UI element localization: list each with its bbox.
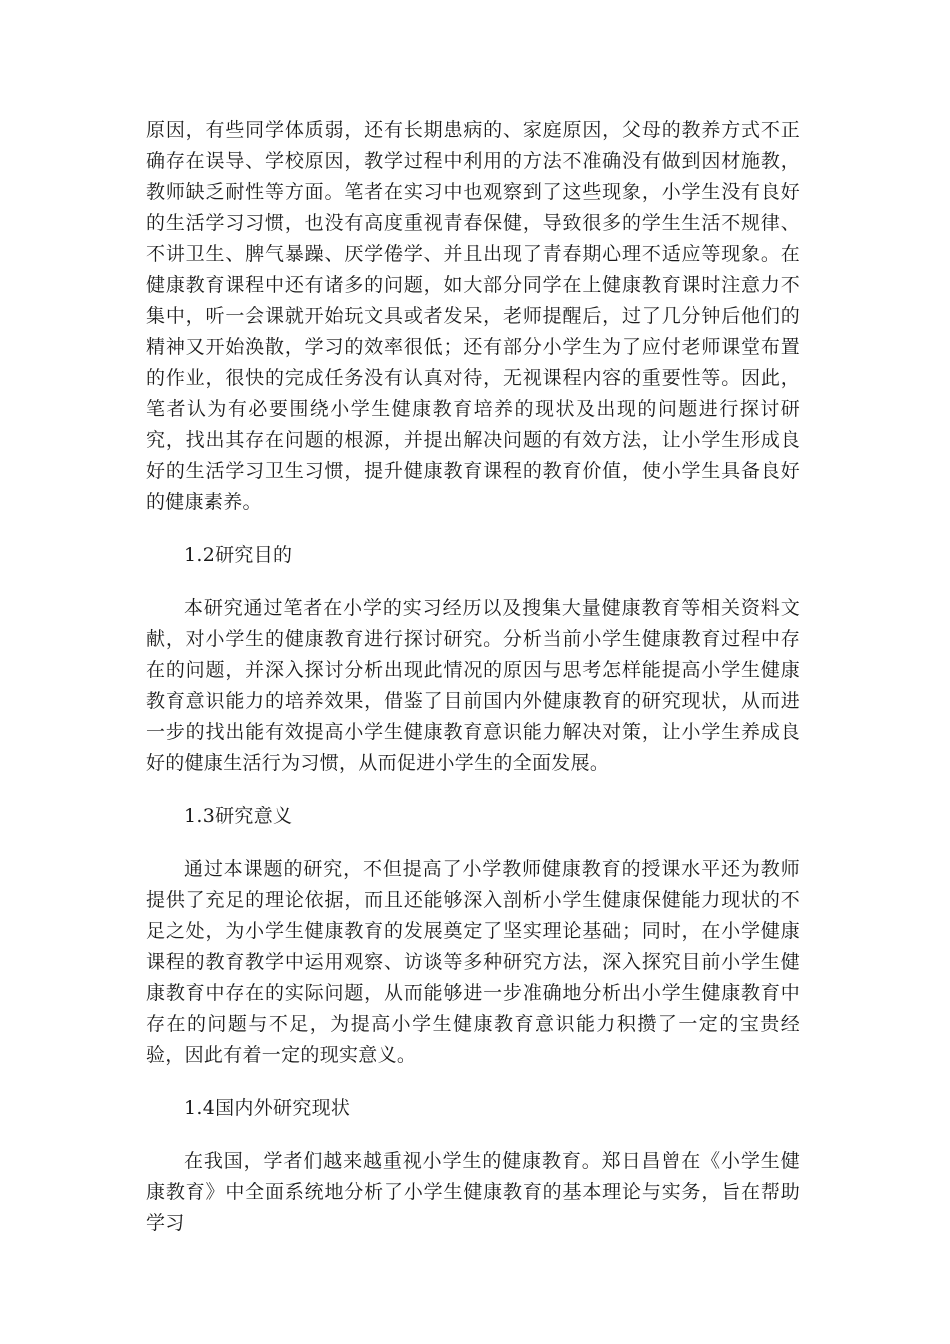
section-heading-research-status: 1.4国内外研究现状 bbox=[184, 1097, 351, 1119]
section-heading-research-purpose: 1.2研究目的 bbox=[184, 544, 293, 566]
body-paragraph-research-purpose: 本研究通过笔者在小学的实习经历以及搜集大量健康教育等相关资料文献，对小学生的健康教育进行探讨研究。分析当前小学生健康教育过程中存在的问题，并深入探讨分析出现此情况的原因与思考怎样能提高小学生健康教育意识能力的培养效果，借鉴了目前国内外健康教育的研究现状，从而进一步的找出能有效提高小学生健康教育意识能力解决对策，让小学生养成良好的健康生活行为习惯，从而促进小学生的全面发展。 bbox=[146, 597, 800, 774]
body-paragraph-continued: 原因，有些同学体质弱，还有长期患病的、家庭原因，父母的教养方式不正确存在误导、学校原因，教学过程中利用的方法不准确没有做到因材施教，教师缺乏耐性等方面。笔者在实习中也观察到了这些现象，小学生没有良好的生活学习习惯，也没有高度重视青春保健，导致很多的学生生活不规律、不讲卫生、脾气暴躁、厌学倦学、并且出现了青春期心理不适应等现象。在健康教育课程中还有诸多的问题，如大部分同学在上健康教育课时注意力不集中，听一会课就开始玩文具或者发呆，老师提醒后，过了几分钟后他们的精神又开始涣散，学习的效率很低；还有部分小学生为了应付老师课堂布置的作业，很快的完成任务没有认真对待，无视课程内容的重要性等。因此，笔者认为有必要围绕小学生健康教育培养的现状及出现的问题进行探讨研究，找出其存在问题的根源，并提出解决问题的有效方法，让小学生形成良好的生活学习卫生习惯，提升健康教育课程的教育价值，使小学生具备良好的健康素养。 bbox=[146, 119, 800, 513]
section-heading-research-significance: 1.3研究意义 bbox=[184, 805, 293, 827]
body-paragraph-research-status: 在我国，学者们越来越重视小学生的健康教育。郑日昌曾在《小学生健康教育》中全面系统地分析了小学生健康教育的基本理论与实务，旨在帮助学习 bbox=[146, 1150, 800, 1234]
body-paragraph-research-significance: 通过本课题的研究，不但提高了小学教师健康教育的授课水平还为教师提供了充足的理论依据，而且还能够深入剖析小学生健康保健能力现状的不足之处，为小学生健康教育的发展奠定了坚实理论基础；同时，在小学健康课程的教育教学中运用观察、访谈等多种研究方法，深入探究目前小学生健康教育中存在的实际问题，从而能够进一步准确地分析出小学生健康教育中存在的问题与不足，为提高小学生健康教育意识能力积攒了一定的宝贵经验，因此有着一定的现实意义。 bbox=[146, 858, 800, 1066]
document-page bbox=[146, 115, 800, 1239]
